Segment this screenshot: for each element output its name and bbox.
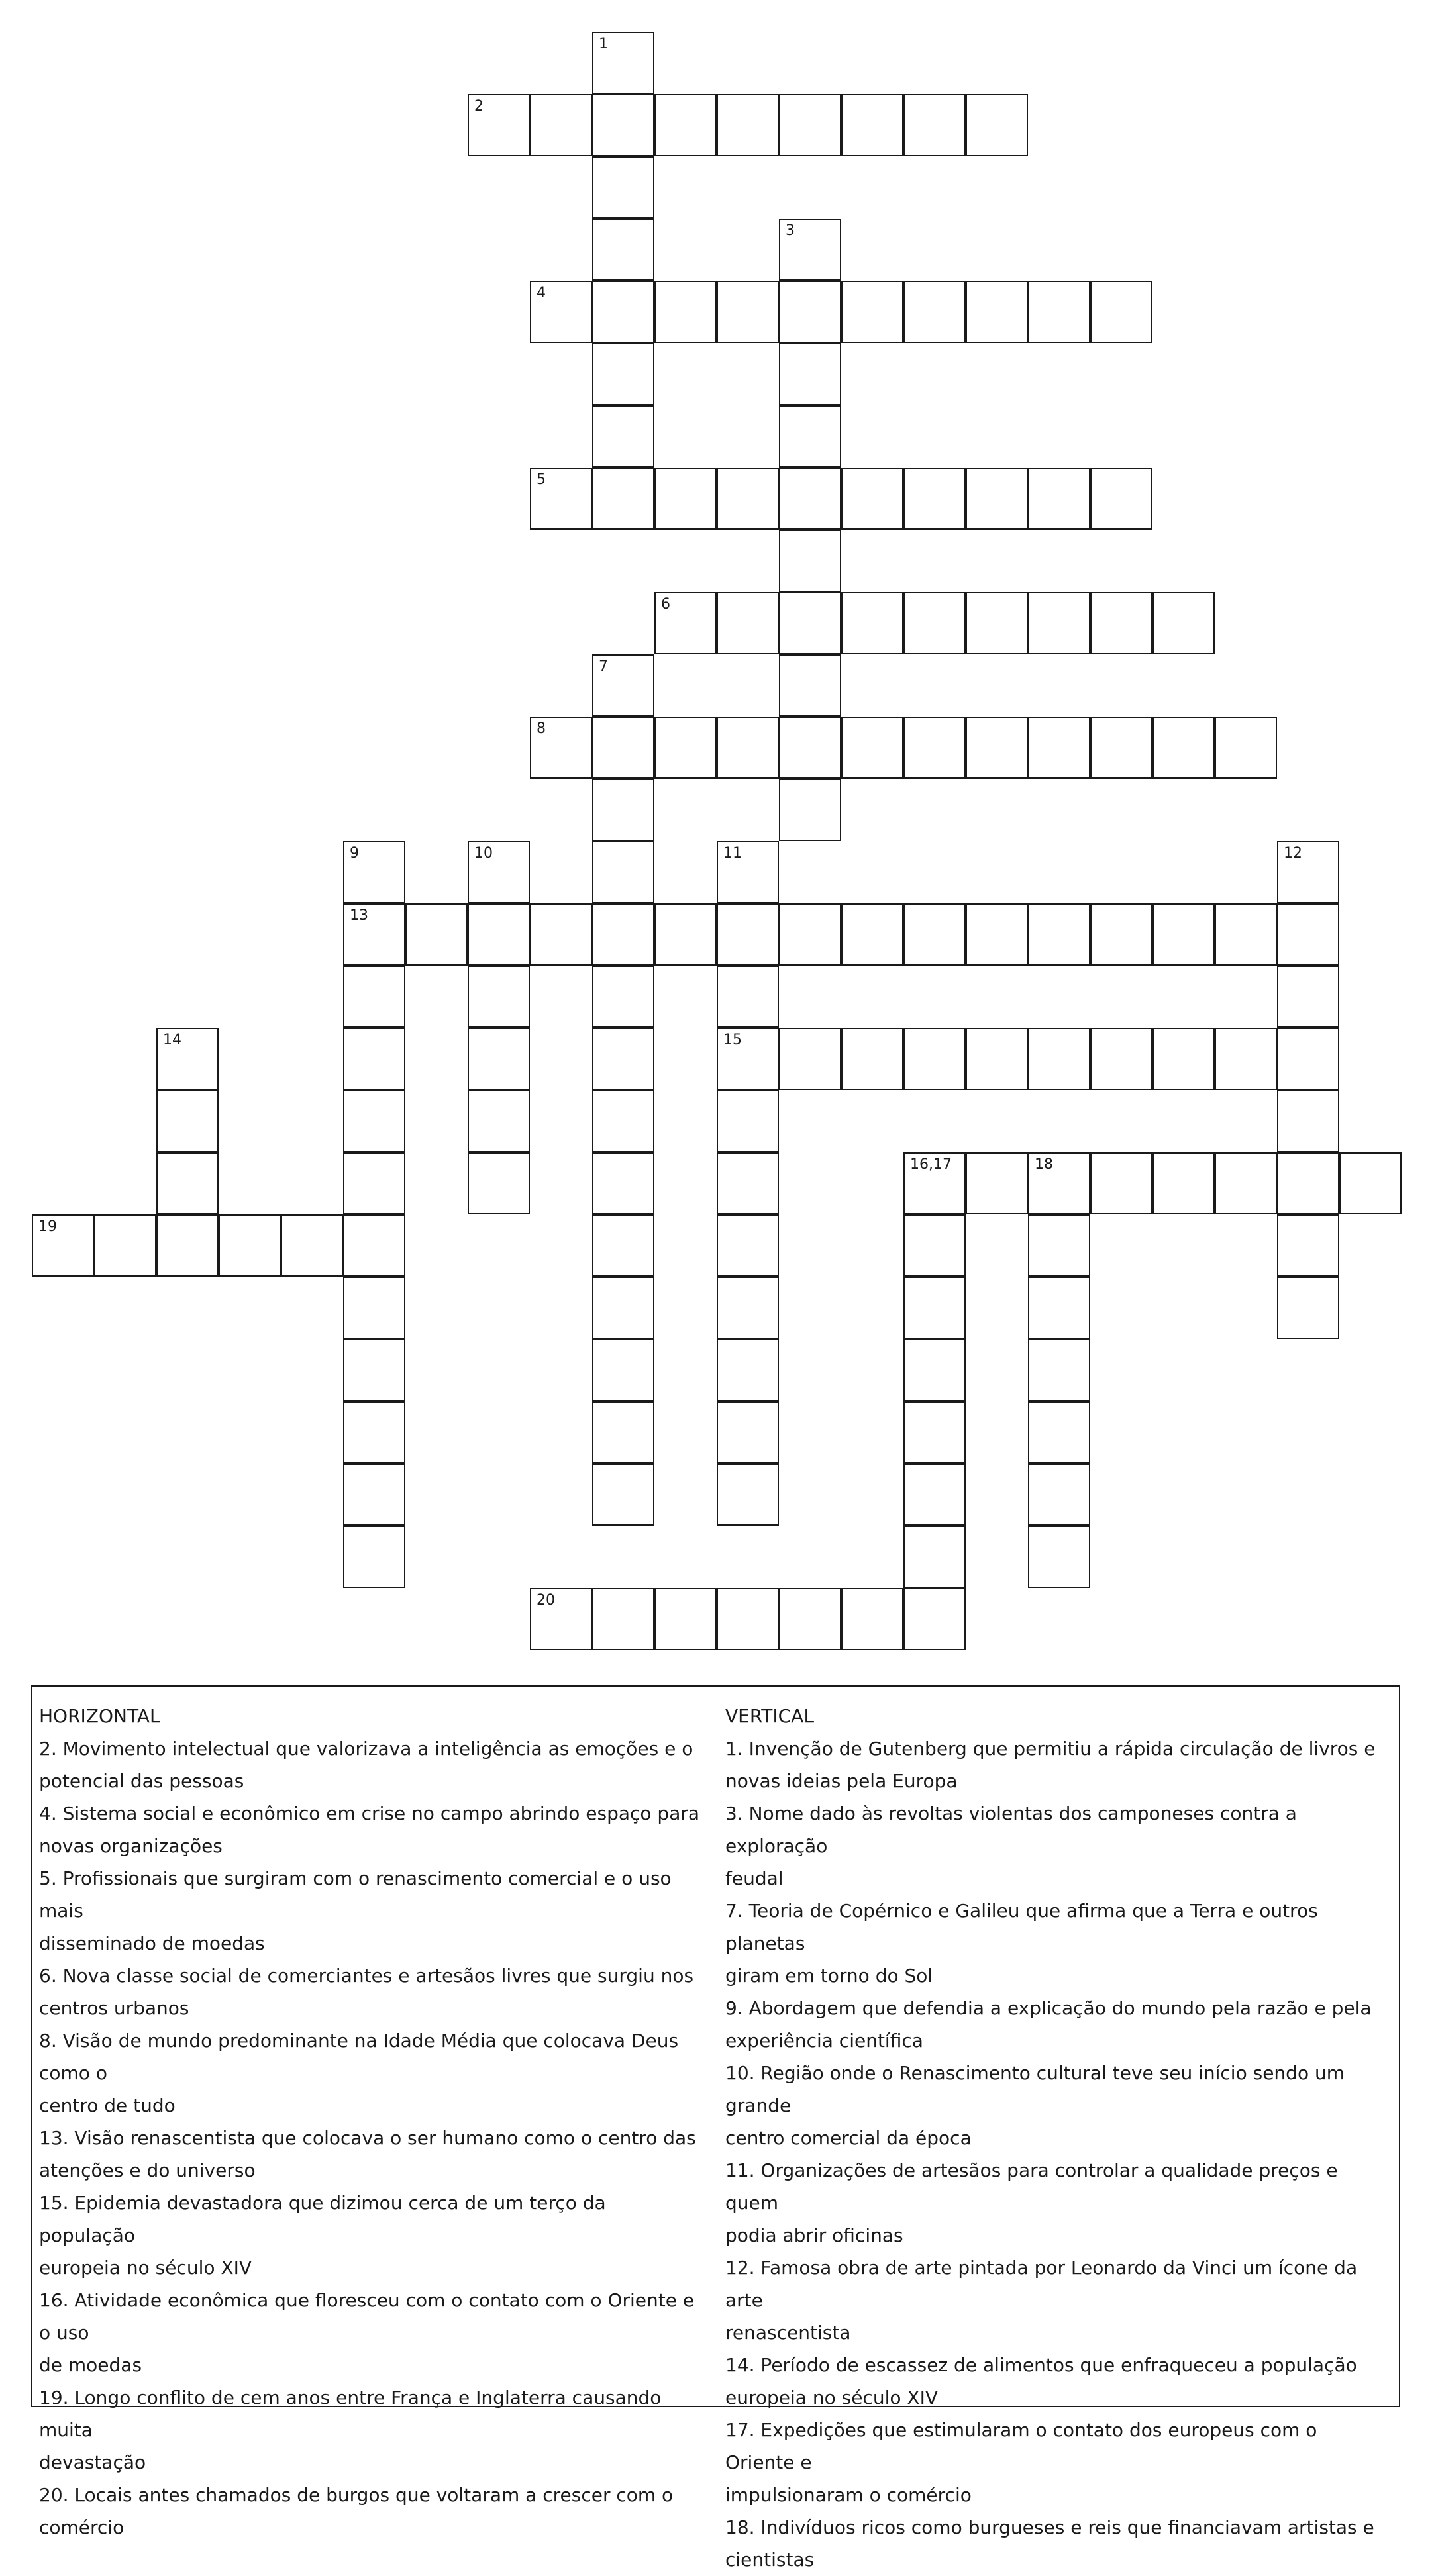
grid-cell[interactable] — [779, 903, 841, 966]
grid-cell[interactable] — [779, 94, 841, 156]
grid-cell[interactable] — [1339, 1152, 1402, 1214]
grid-cell[interactable] — [841, 592, 903, 654]
grid-cell[interactable] — [717, 966, 779, 1028]
grid-cell[interactable] — [468, 1152, 530, 1214]
horizontal-title: HORIZONTAL — [39, 1705, 160, 1727]
vertical-clues — [725, 1700, 1388, 2576]
grid-cell[interactable] — [966, 94, 1028, 156]
clue-number: 4 — [537, 285, 546, 301]
grid-cell[interactable] — [654, 592, 717, 654]
grid-cell[interactable] — [654, 903, 717, 966]
clue-line: 12. Famosa obra de arte pintada por Leonardo da Vinci um ícone da arte — [725, 2257, 1358, 2311]
grid-cell[interactable] — [717, 468, 779, 530]
grid-cell[interactable] — [468, 966, 530, 1028]
grid-cell[interactable] — [468, 1028, 530, 1090]
grid-cell[interactable] — [654, 717, 717, 779]
grid-cell[interactable] — [1090, 468, 1152, 530]
clue-number: 9 — [350, 845, 359, 862]
grid-cell[interactable] — [779, 530, 841, 592]
grid-cell[interactable] — [343, 1277, 405, 1339]
grid-cell[interactable] — [156, 1028, 219, 1090]
clue-line: podia abrir oficinas — [725, 2224, 903, 2246]
grid-cell[interactable] — [903, 468, 966, 530]
grid-cell[interactable] — [903, 1463, 966, 1526]
grid-cell[interactable] — [592, 1028, 654, 1090]
grid-cell[interactable] — [841, 1028, 903, 1090]
grid-cell[interactable] — [717, 1339, 779, 1401]
grid-cell[interactable] — [903, 1401, 966, 1463]
grid-cell[interactable] — [1277, 1214, 1339, 1277]
clue-number: 3 — [786, 223, 795, 239]
grid-cell[interactable] — [1028, 1028, 1090, 1090]
grid-cell[interactable] — [717, 94, 779, 156]
grid-cell[interactable] — [841, 717, 903, 779]
grid-cell[interactable] — [717, 1028, 779, 1090]
grid-cell[interactable] — [530, 94, 592, 156]
grid-cell[interactable] — [841, 468, 903, 530]
grid-cell[interactable] — [903, 1028, 966, 1090]
grid-cell[interactable] — [156, 1090, 219, 1152]
grid-cell[interactable] — [468, 1090, 530, 1152]
grid-cell[interactable] — [903, 903, 966, 966]
grid-cell[interactable] — [779, 1028, 841, 1090]
clue-line: experiência científica — [725, 2030, 923, 2052]
clue-number: 19 — [38, 1218, 57, 1235]
clue-line: 17. Expedições que estimularam o contato dos europeus com o Oriente e — [725, 2419, 1317, 2473]
clue-line: europeia no século XIV — [725, 2387, 938, 2408]
grid-cell[interactable] — [343, 1090, 405, 1152]
grid-cell[interactable] — [903, 281, 966, 343]
grid-cell[interactable] — [1277, 1277, 1339, 1339]
clue-line: novas organizações — [39, 1835, 223, 1857]
grid-cell[interactable] — [903, 592, 966, 654]
grid-cell[interactable] — [966, 281, 1028, 343]
grid-cell[interactable] — [32, 1214, 94, 1277]
clue-line: europeia no século XIV — [39, 2257, 252, 2279]
grid-cell[interactable] — [779, 717, 841, 779]
grid-cell[interactable] — [343, 1526, 405, 1588]
grid-cell[interactable] — [592, 281, 654, 343]
grid-cell[interactable] — [530, 468, 592, 530]
grid-cell[interactable] — [1028, 1463, 1090, 1526]
grid-cell[interactable] — [156, 1214, 219, 1277]
clue-number: 8 — [537, 720, 546, 737]
clue-line: novas ideias pela Europa — [725, 1770, 958, 1792]
clue-line: cientistas — [725, 2549, 815, 2571]
grid-cell[interactable] — [717, 717, 779, 779]
grid-cell[interactable] — [779, 592, 841, 654]
grid-cell[interactable] — [717, 1588, 779, 1650]
grid-cell[interactable] — [592, 156, 654, 219]
clue-line: feudal — [725, 1867, 784, 1889]
grid-cell[interactable] — [717, 903, 779, 966]
grid-cell[interactable] — [343, 966, 405, 1028]
clue-line: centro comercial da época — [725, 2127, 972, 2149]
grid-cell[interactable] — [592, 219, 654, 281]
grid-cell[interactable] — [717, 1463, 779, 1526]
grid-cell[interactable] — [717, 281, 779, 343]
clue-line: 20. Locais antes chamados de burgos que voltaram a crescer com o — [39, 2484, 674, 2506]
grid-cell[interactable] — [966, 717, 1028, 779]
clue-line: 11. Organizações de artesãos para controlar a qualidade preços e quem — [725, 2159, 1338, 2214]
clue-line: centros urbanos — [39, 1997, 189, 2019]
horizontal-clue-list — [39, 1732, 701, 2544]
grid-cell[interactable] — [717, 1277, 779, 1339]
grid-cell[interactable] — [1090, 717, 1152, 779]
grid-cell[interactable] — [1028, 1339, 1090, 1401]
grid-cell[interactable] — [903, 717, 966, 779]
grid-cell[interactable] — [717, 1152, 779, 1214]
vertical-clue-list — [725, 1732, 1388, 2576]
grid-cell[interactable] — [94, 1214, 156, 1277]
grid-cell[interactable] — [1028, 1401, 1090, 1463]
grid-cell[interactable] — [530, 281, 592, 343]
clue-number: 12 — [1284, 845, 1302, 862]
grid-cell[interactable] — [779, 405, 841, 468]
grid-cell[interactable] — [779, 1588, 841, 1650]
grid-cell[interactable] — [903, 1214, 966, 1277]
clue-line: 1. Invenção de Gutenberg que permitiu a rápida circulação de livros e — [725, 1738, 1376, 1759]
grid-cell[interactable] — [1090, 903, 1152, 966]
grid-cell[interactable] — [717, 1401, 779, 1463]
grid-cell[interactable] — [1028, 281, 1090, 343]
clue-number: 18 — [1035, 1156, 1053, 1173]
clue-line: disseminado de moedas — [39, 1932, 265, 1954]
grid-cell[interactable] — [903, 1339, 966, 1401]
grid-cell[interactable] — [779, 343, 841, 405]
clue-number: 6 — [661, 596, 670, 613]
clue-line: 5. Profissionais que surgiram com o renascimento comercial e o uso mais — [39, 1867, 672, 1922]
clue-number: 10 — [474, 845, 493, 862]
clue-line: de moedas — [39, 2354, 142, 2376]
clue-line: 2. Movimento intelectual que valorizava a inteligência as emoções e o — [39, 1738, 693, 1759]
grid-cell[interactable] — [841, 903, 903, 966]
clue-line: centro de tudo — [39, 2095, 176, 2116]
grid-cell[interactable] — [592, 1090, 654, 1152]
grid-cell[interactable] — [1277, 1028, 1339, 1090]
grid-cell[interactable] — [903, 1277, 966, 1339]
grid-cell[interactable] — [1215, 717, 1277, 779]
grid-cell[interactable] — [592, 1588, 654, 1650]
grid-cell[interactable] — [592, 1277, 654, 1339]
grid-cell[interactable] — [468, 94, 530, 156]
grid-cell[interactable] — [530, 717, 592, 779]
clue-number: 16,17 — [910, 1156, 952, 1173]
grid-cell[interactable] — [779, 468, 841, 530]
clue-number: 11 — [723, 845, 742, 862]
grid-cell[interactable] — [966, 903, 1028, 966]
grid-cell[interactable] — [592, 1214, 654, 1277]
grid-cell[interactable] — [903, 1526, 966, 1588]
grid-cell[interactable] — [1152, 1152, 1215, 1214]
grid-cell[interactable] — [1028, 1277, 1090, 1339]
grid-cell[interactable] — [1028, 903, 1090, 966]
clue-line: devastação — [39, 2452, 146, 2473]
horizontal-clues — [39, 1700, 701, 2544]
vertical-title: VERTICAL — [725, 1705, 814, 1727]
grid-cell[interactable] — [779, 281, 841, 343]
grid-cell[interactable] — [1277, 966, 1339, 1028]
grid-cell[interactable] — [343, 1339, 405, 1401]
grid-cell[interactable] — [654, 468, 717, 530]
clue-line: giram em torno do Sol — [725, 1965, 933, 1987]
grid-cell[interactable] — [1028, 1152, 1090, 1214]
clue-line: 6. Nova classe social de comerciantes e artesãos livres que surgiu nos — [39, 1965, 694, 1987]
grid-cell[interactable] — [1090, 281, 1152, 343]
clue-number: 20 — [537, 1592, 555, 1609]
grid-cell[interactable] — [343, 1028, 405, 1090]
clue-line: 8. Visão de mundo predominante na Idade Média que colocava Deus como o — [39, 2030, 679, 2084]
clue-line: 10. Região onde o Renascimento cultural teve seu início sendo um grande — [725, 2062, 1345, 2116]
clue-number: 7 — [599, 658, 608, 675]
clue-number: 2 — [474, 98, 484, 115]
grid-cell[interactable] — [1215, 903, 1277, 966]
grid-cell[interactable] — [1152, 717, 1215, 779]
grid-cell[interactable] — [1152, 903, 1215, 966]
grid-cell[interactable] — [1028, 468, 1090, 530]
grid-cell[interactable] — [343, 1401, 405, 1463]
clue-number: 14 — [163, 1032, 181, 1048]
grid-cell[interactable] — [966, 1028, 1028, 1090]
grid-cell[interactable] — [1277, 1152, 1339, 1214]
clue-number: 15 — [723, 1032, 742, 1048]
grid-cell[interactable] — [779, 654, 841, 717]
grid-cell[interactable] — [343, 1214, 405, 1277]
grid-cell[interactable] — [903, 1588, 966, 1650]
grid-cell[interactable] — [841, 94, 903, 156]
grid-cell[interactable] — [468, 841, 530, 903]
clue-line: renascentista — [725, 2322, 851, 2344]
grid-cell[interactable] — [592, 1463, 654, 1526]
grid-cell[interactable] — [156, 1152, 219, 1214]
grid-cell[interactable] — [592, 1401, 654, 1463]
grid-cell[interactable] — [592, 966, 654, 1028]
grid-cell[interactable] — [592, 468, 654, 530]
clue-line: 13. Visão renascentista que colocava o ser humano como o centro das — [39, 2127, 696, 2149]
grid-cell[interactable] — [654, 1588, 717, 1650]
grid-cell[interactable] — [779, 219, 841, 281]
grid-cell[interactable] — [1215, 1028, 1277, 1090]
grid-cell[interactable] — [592, 717, 654, 779]
clue-number: 1 — [599, 36, 608, 52]
grid-cell[interactable] — [1152, 592, 1215, 654]
grid-cell[interactable] — [530, 903, 592, 966]
grid-cell[interactable] — [1028, 1526, 1090, 1588]
clue-line: 9. Abordagem que defendia a explicação do mundo pela razão e pela — [725, 1997, 1372, 2019]
clue-line: 3. Nome dado às revoltas violentas dos camponeses contra a exploração — [725, 1803, 1297, 1857]
grid-cell[interactable] — [592, 1152, 654, 1214]
grid-cell[interactable] — [592, 1339, 654, 1401]
grid-cell[interactable] — [281, 1214, 343, 1277]
clue-line: 18. Indivíduos ricos como burgueses e reis que financiavam artistas e — [725, 2516, 1374, 2538]
grid-cell[interactable] — [903, 1152, 966, 1214]
clue-number: 13 — [350, 907, 368, 924]
grid-cell[interactable] — [343, 1152, 405, 1214]
clues-box — [31, 1685, 1400, 2571]
grid-cell[interactable] — [1277, 841, 1339, 903]
grid-cell[interactable] — [592, 405, 654, 468]
grid-cell[interactable] — [1090, 592, 1152, 654]
grid-cell[interactable] — [219, 1214, 281, 1277]
grid-cell[interactable] — [1090, 1028, 1152, 1090]
clue-number: 5 — [537, 471, 546, 488]
grid-cell[interactable] — [841, 1588, 903, 1650]
grid-cell[interactable] — [405, 903, 468, 966]
grid-cell[interactable] — [1090, 1152, 1152, 1214]
clue-line: 15. Epidemia devastadora que dizimou cerca de um terço da população — [39, 2192, 606, 2246]
grid-cell[interactable] — [1215, 1152, 1277, 1214]
clue-line: 14. Período de escassez de alimentos que enfraqueceu a população — [725, 2354, 1357, 2376]
clue-line: atenções e do universo — [39, 2159, 256, 2181]
grid-cell[interactable] — [966, 592, 1028, 654]
grid-cell[interactable] — [654, 94, 717, 156]
clue-line: impulsionaram o comércio — [725, 2484, 972, 2506]
grid-cell[interactable] — [592, 94, 654, 156]
grid-cell[interactable] — [592, 779, 654, 841]
clue-line: 16. Atividade econômica que floresceu com o contato com o Oriente e o uso — [39, 2289, 695, 2344]
grid-cell[interactable] — [1277, 903, 1339, 966]
grid-cell[interactable] — [343, 1463, 405, 1526]
clue-line: potencial das pessoas — [39, 1770, 244, 1792]
grid-cell[interactable] — [592, 32, 654, 94]
grid-cell[interactable] — [717, 841, 779, 903]
grid-cell[interactable] — [966, 468, 1028, 530]
grid-cell[interactable] — [841, 281, 903, 343]
grid-cell[interactable] — [592, 841, 654, 903]
grid-cell[interactable] — [903, 94, 966, 156]
grid-cell[interactable] — [1028, 717, 1090, 779]
clue-line: 19. Longo conflito de cem anos entre França e Inglaterra causando muita — [39, 2387, 662, 2441]
grid-cell[interactable] — [343, 841, 405, 903]
grid-cell[interactable] — [1277, 1090, 1339, 1152]
clue-line: comércio — [39, 2516, 125, 2538]
grid-cell[interactable] — [717, 592, 779, 654]
grid-cell[interactable] — [966, 1152, 1028, 1214]
grid-cell[interactable] — [717, 1090, 779, 1152]
grid-cell[interactable] — [779, 779, 841, 841]
clue-line: 4. Sistema social e econômico em crise no campo abrindo espaço para — [39, 1803, 700, 1824]
grid-cell[interactable] — [592, 343, 654, 405]
grid-cell[interactable] — [592, 654, 654, 717]
grid-cell[interactable] — [530, 1588, 592, 1650]
grid-cell[interactable] — [1152, 1028, 1215, 1090]
grid-cell[interactable] — [1028, 1214, 1090, 1277]
grid-cell[interactable] — [592, 903, 654, 966]
grid-cell[interactable] — [343, 903, 405, 966]
grid-cell[interactable] — [468, 903, 530, 966]
grid-cell[interactable] — [654, 281, 717, 343]
grid-cell[interactable] — [1028, 592, 1090, 654]
grid-cell[interactable] — [717, 1214, 779, 1277]
clue-line: 7. Teoria de Copérnico e Galileu que afirma que a Terra e outros planetas — [725, 1900, 1318, 1954]
